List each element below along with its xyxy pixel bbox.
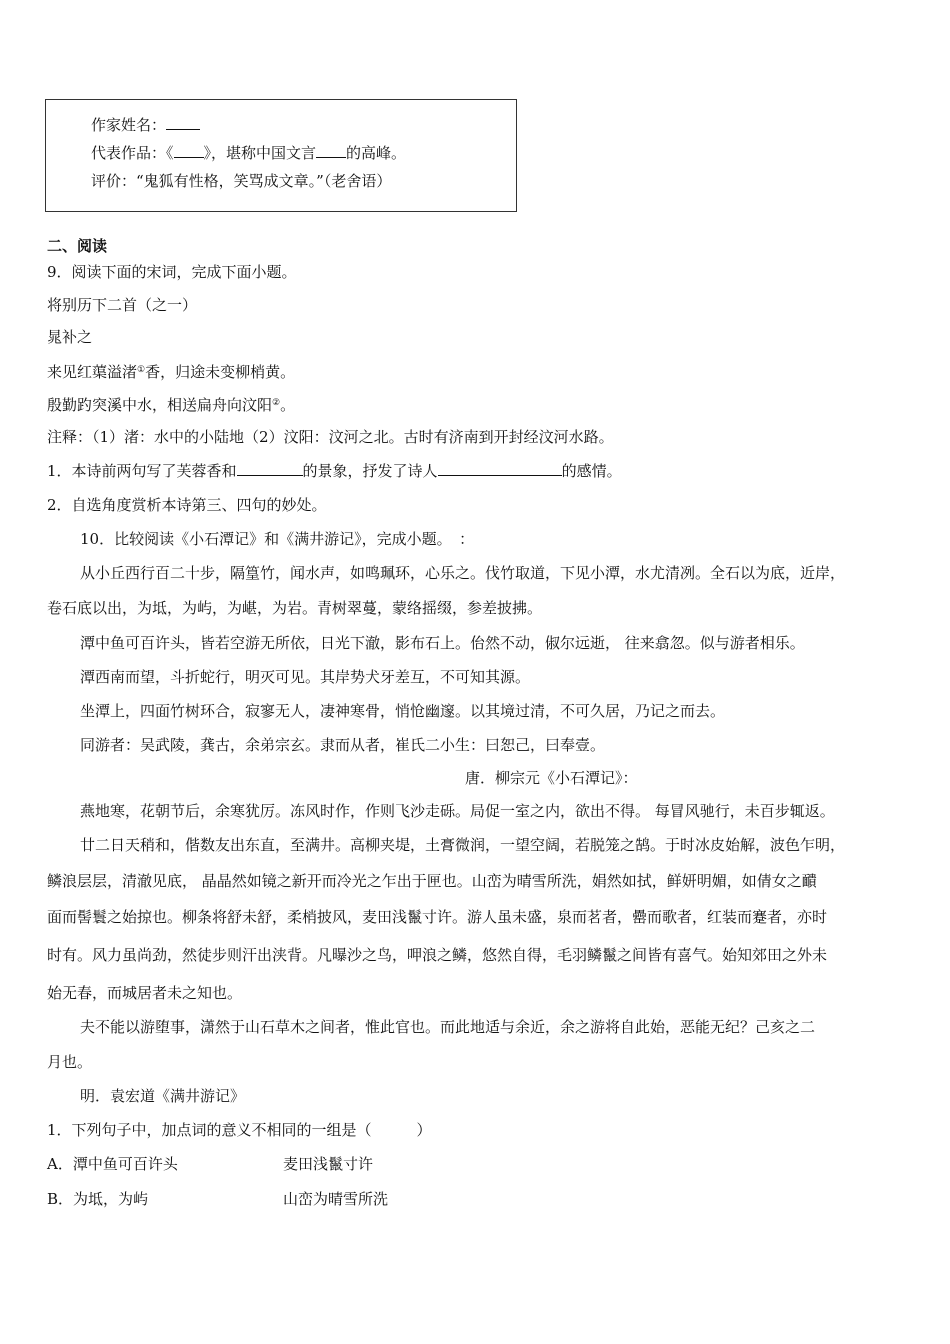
poem-line-2-a: 殷勤趵突溪中水，相送扁舟向汶阳: [47, 396, 273, 414]
poem-title: 将别历下二首（之一）: [47, 296, 198, 314]
passage2-p1: 燕地寒，花朝节后，余寒犹厉。冻风时作，作则飞沙走砾。局促一室之内，欲出不得。 每冒风驰行，未百步辄返。: [80, 802, 835, 820]
author-blank: [166, 115, 200, 130]
q9-sub1-a: 1．本诗前两句写了芙蓉香和: [47, 462, 237, 480]
q9-sub2: 2．自选角度赏析本诗第三、四句的妙处。: [47, 496, 327, 514]
footnote-1: ①: [137, 365, 146, 375]
q10-sub1: 1．下列句子中，加点词的意义不相同的一组是（ ）: [47, 1121, 432, 1139]
poem-line-2: [47, 393, 295, 415]
option-a-label: A．: [47, 1155, 73, 1173]
option-b[interactable]: [47, 1189, 647, 1209]
passage2-p3-line1: 夫不能以游堕事，潇然于山石草木之间者，惟此官也。而此地适与余近，余之游将自此始，恶能无纪？己亥之二: [80, 1018, 816, 1036]
passage2-p3-line2: 月也。: [47, 1053, 93, 1071]
author-name-row: [91, 115, 200, 135]
passage2-source: 明．袁宏道《满井游记》: [80, 1087, 246, 1105]
works-blank-2: [316, 143, 346, 158]
passage1-p2: 潭中鱼可百许头，皆若空游无所依，日光下澈，影布石上。佁然不动，俶尔远逝， 往来翕忽。似与游者相乐。: [80, 634, 805, 652]
poet: 晁补之: [47, 328, 93, 346]
poem-line-1-a: 来见红蕖溢渚: [47, 363, 138, 381]
passage2-p2-line5: 始无春，而城居者未之知也。: [47, 984, 243, 1002]
works-prefix: 代表作品：《: [91, 144, 174, 162]
passage1-p3: 潭西南而望，斗折蛇行，明灭可见。其岸势犬牙差互，不可知其源。: [80, 668, 531, 686]
option-b-right: 山峦为晴雪所洗: [283, 1190, 389, 1208]
passage1-p5: 同游者：吴武陵，龚古，余弟宗玄。隶而从者，崔氏二小生：曰恕己，曰奉壹。: [80, 736, 606, 754]
poem-line-1-b: 香，归途未变柳梢黄。: [145, 363, 296, 381]
passage1-p1-line1: 从小丘西行百二十步，隔篁竹，闻水声，如鸣珮环，心乐之。伐竹取道，下见小潭，水尤清冽。全石以为底，近岸，: [80, 564, 846, 582]
q9-intro: 9．阅读下面的宋词，完成下面小题。: [47, 263, 297, 281]
q9-sub1-blank-2: [438, 461, 562, 476]
option-a[interactable]: [47, 1154, 647, 1174]
option-a-right: 麦田浅鬣寸许: [283, 1155, 374, 1173]
poem-line-1: [47, 360, 295, 382]
q9-sub1-b: 的景象，抒发了诗人: [302, 462, 438, 480]
passage2-p2-line3: 面而髻鬟之始掠也。柳条将舒未舒，柔梢披风，麦田浅鬣寸许。游人虽未盛，泉而茗者，罍而歌者，红装而蹇者，亦时: [47, 908, 828, 926]
poem-notes: 注释：（1）渚：水中的小陆地（2）汶阳：汶河之北。古时有济南到开封经汶河水路。: [47, 428, 614, 446]
passage1-p4: 坐潭上，四面竹树环合，寂寥无人，凄神寒骨，悄怆幽邃。以其境过清，不可久居，乃记之而去。: [80, 702, 726, 720]
poem-line-2-b: 。: [280, 396, 296, 414]
passage2-p2-line1: 廿二日天稍和，偕数友出东直，至满井。高柳夹堤，土膏微润，一望空阔，若脱笼之鹄。于时冰皮始解，波色乍明，: [80, 836, 846, 854]
review-row: 评价：“鬼狐有性格，笑骂成文章。”（老舍语）: [91, 172, 392, 190]
works-mid: 》，堪称中国文言: [203, 144, 317, 162]
passage2-p2-line4: 时有。风力虽尚劲，然徒步则汗出浃背。凡曝沙之鸟，呷浪之鳞，悠然自得，毛羽鳞鬣之间皆有喜气。始知郊田之外未: [47, 946, 828, 964]
passage1-source: 唐．柳宗元《小石潭记》：: [465, 769, 638, 787]
option-b-label: B．: [47, 1190, 74, 1208]
author-label: 作家姓名：: [91, 116, 167, 134]
works-row: [91, 143, 406, 163]
q10-intro: 10．比较阅读《小石潭记》和《满井游记》，完成小题。 ：: [80, 530, 475, 548]
works-suffix: 的高峰。: [346, 144, 407, 162]
q9-sub1: [47, 461, 622, 481]
passage2-p2-line2: 鳞浪层层，清澈见底， 晶晶然如镜之新开而冷光之乍出于匣也。山峦为晴雪所洗，娟然如拭，鲜妍明媚，如倩女之靧: [47, 872, 817, 890]
section-title: 二、阅读: [47, 237, 108, 255]
author-info-box: [45, 99, 517, 212]
passage1-p1-line2: 卷石底以出，为坻，为屿，为嵁，为岩。青树翠蔓，蒙络摇缀，参差披拂。: [47, 599, 543, 617]
option-b-left: 为坻，为屿: [73, 1190, 149, 1208]
footnote-2: ②: [272, 398, 281, 408]
q9-sub1-c: 的感情。: [561, 462, 622, 480]
q9-sub1-blank-1: [237, 461, 303, 476]
option-a-left: 潭中鱼可百许头: [72, 1155, 178, 1173]
works-blank-1: [174, 143, 204, 158]
